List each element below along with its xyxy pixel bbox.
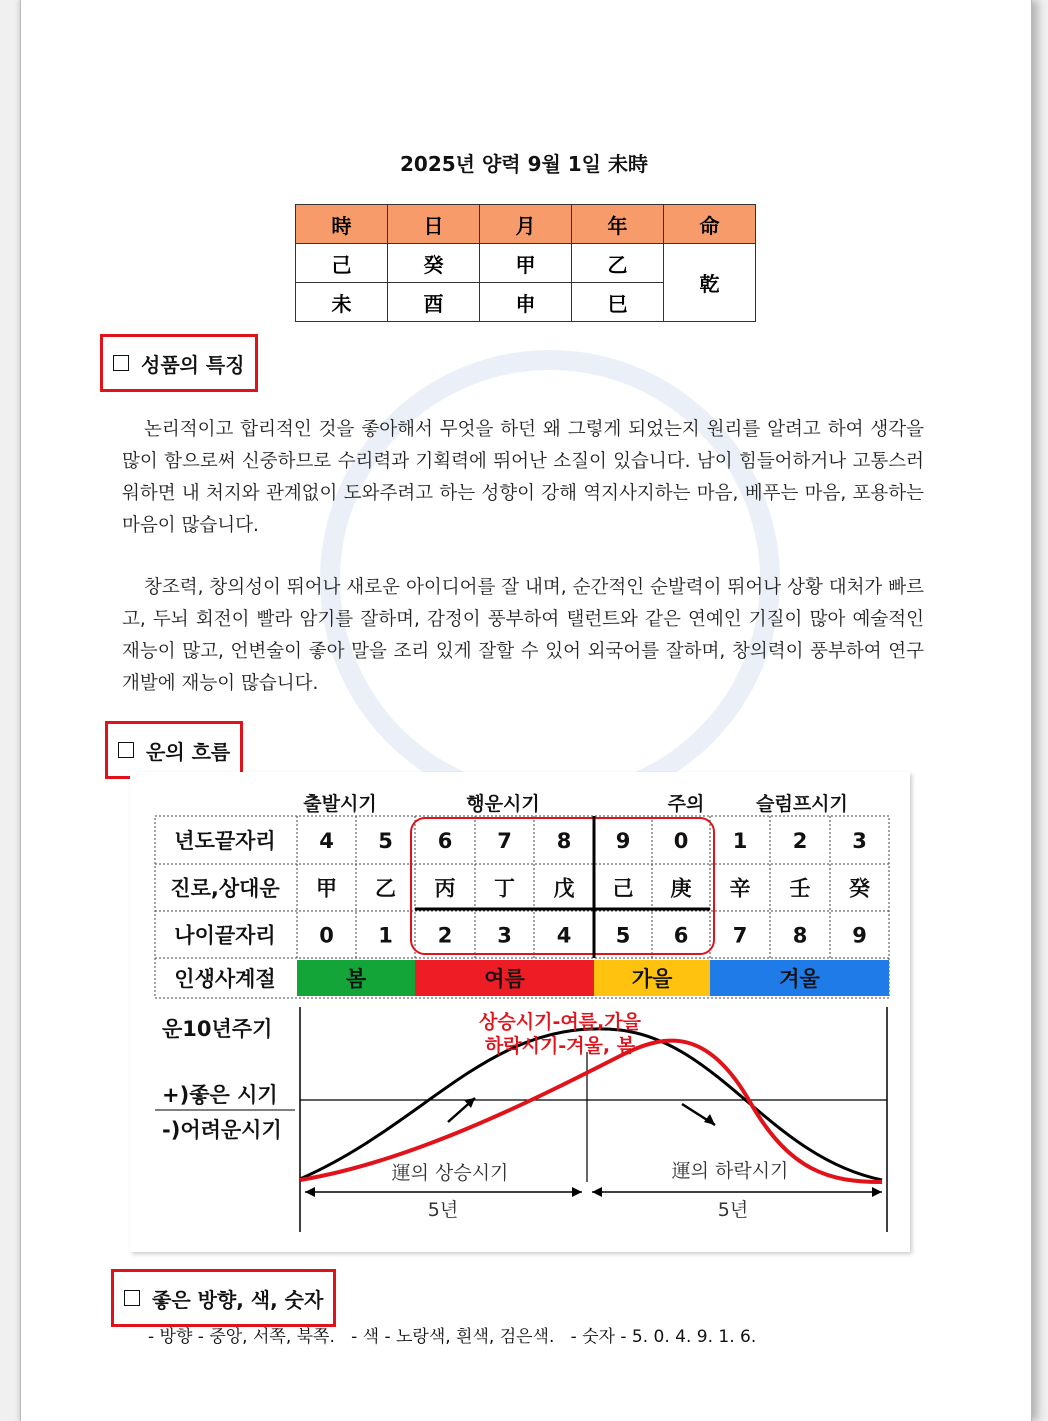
checkbox-square-icon xyxy=(124,1290,140,1306)
section-heading-fortune-flow xyxy=(105,721,243,779)
saju-header-day: 日 xyxy=(388,205,480,244)
cell-value: 6 xyxy=(437,829,453,853)
cell-value: 乙 xyxy=(375,876,396,901)
saju-branch-month: 申 xyxy=(480,283,572,322)
season-label: 겨울 xyxy=(779,967,820,991)
cell-value: 0 xyxy=(319,923,334,948)
cell-value: 6 xyxy=(673,923,689,948)
bad-period-label: -)어려운시기 xyxy=(162,1118,282,1142)
saju-branch-year: 巳 xyxy=(572,283,664,322)
cell-value: 9 xyxy=(615,829,631,853)
saju-branch-day: 酉 xyxy=(388,283,480,322)
span-arrow-head xyxy=(592,1187,602,1197)
cell-value: 戊 xyxy=(553,876,575,901)
cell-value: 7 xyxy=(497,829,512,853)
checkbox-square-icon xyxy=(118,742,134,758)
page-title: 2025년 양력 9월 1일 未時 xyxy=(400,152,648,176)
cell-value: 癸 xyxy=(849,876,870,901)
fortune-curve-red xyxy=(300,1041,882,1182)
span-arrow-head xyxy=(572,1187,582,1197)
period-label: 슬럼프시기 xyxy=(756,793,848,815)
section-heading-personality xyxy=(100,334,258,392)
paragraph: 논리적이고 합리적인 것을 좋아해서 무엇을 하던 왜 그렇게 되었는지 원리를 알려고 하여 생각을 많이 함으로써 신중하므로 수리력과 기획력에 뛰어난 소질이 있습니다. 남이 힘들어하거나 고통스러워하면 내 처지와 관계없이 도와주려고 하는 성향이 강해 역지사지하는 마음, 베푸는 마음, 포용하는 마음이 많습니다. xyxy=(122,419,924,536)
good-period-label: +)좋은 시기 xyxy=(162,1083,278,1107)
cell-value: 9 xyxy=(852,923,867,948)
section-label: 운의 흐름 xyxy=(146,739,231,764)
cell-value: 8 xyxy=(556,829,572,853)
section-label: 성품의 특징 xyxy=(141,352,245,377)
cell-value: 丁 xyxy=(494,876,515,901)
fortune-chart-svg xyxy=(130,772,910,1252)
fall-period-label: 運의 하락시기 xyxy=(671,1160,789,1182)
span-arrow-head xyxy=(305,1187,315,1197)
cell-value: 4 xyxy=(319,829,334,853)
cell-value: 7 xyxy=(732,923,748,948)
cell-value: 3 xyxy=(497,923,512,948)
row-label: 인생사계절 xyxy=(174,967,276,991)
cell-value: 辛 xyxy=(729,876,751,901)
period-label: 출발시기 xyxy=(303,793,377,815)
rise-period-label: 運의 상승시기 xyxy=(391,1162,509,1184)
cell-value: 壬 xyxy=(789,876,811,901)
period-label: 주의 xyxy=(667,793,705,815)
section-heading-lucky xyxy=(111,1269,336,1327)
saju-stem-day: 癸 xyxy=(388,244,480,283)
cell-value: 4 xyxy=(556,923,572,948)
saju-stem-month: 甲 xyxy=(480,244,572,283)
cell-value: 2 xyxy=(437,923,453,948)
cell-value: 0 xyxy=(673,829,689,853)
span-label-right: 5년 xyxy=(717,1199,749,1221)
cell-value: 2 xyxy=(792,829,808,853)
cell-value: 3 xyxy=(852,829,867,853)
saju-stem-year: 乙 xyxy=(572,244,664,283)
period-label: 행운시기 xyxy=(466,793,540,815)
season-label: 가을 xyxy=(631,967,673,991)
note-rise: 상승시기-여름,가을 xyxy=(479,1011,641,1033)
personality-text xyxy=(122,414,924,700)
row-label: 년도끝자리 xyxy=(174,829,276,853)
span-arrow-head xyxy=(872,1187,882,1197)
saju-table xyxy=(295,204,756,322)
section-label: 좋은 방향, 색, 숫자 xyxy=(152,1287,324,1312)
cell-value: 1 xyxy=(378,923,393,948)
saju-header-year: 年 xyxy=(572,205,664,244)
saju-branch-hour: 未 xyxy=(296,283,388,322)
cell-value: 1 xyxy=(732,829,748,853)
paragraph: 창조력, 창의성이 뛰어나 새로운 아이디어를 잘 내며, 순간적인 순발력이 뛰어나 상황 대처가 빠르고, 두뇌 회전이 빨라 암기를 잘하며, 감정이 풍부하여 탤런트와 같은 연예인 기질이 많아 예술적인 재능이 많고, 언변술이 좋아 말을 조리 있게 잘할 수 있어 외국어를 잘하며, 창의력이 풍부하여 연구개발에 재능이 많습니다. xyxy=(122,577,924,694)
note-fall: 하락시기-겨울, 봄 xyxy=(484,1035,636,1057)
cell-value: 丙 xyxy=(434,876,456,901)
span-label-left: 5년 xyxy=(427,1199,459,1221)
season-label: 봄 xyxy=(345,967,367,991)
lucky-info-line: - 방향 - 중앙, 서쪽, 북쪽. - 색 - 노랑색, 흰색, 검은색. - 숫자 - 5. 0. 4. 9. 1. 6. xyxy=(148,1327,757,1347)
row-label: 나이끝자리 xyxy=(174,923,276,948)
cell-value: 8 xyxy=(792,923,808,948)
saju-stem-hour: 己 xyxy=(296,244,388,283)
saju-header-month: 月 xyxy=(480,205,572,244)
cell-value: 己 xyxy=(612,876,634,901)
fortune-chart xyxy=(130,772,910,1252)
cell-value: 庚 xyxy=(670,876,692,901)
saju-header-life: 命 xyxy=(664,205,756,244)
saju-header-hour: 時 xyxy=(296,205,388,244)
saju-gender: 乾 xyxy=(664,244,756,322)
cell-value: 甲 xyxy=(316,876,337,901)
cycle-label: 운10년주기 xyxy=(162,1017,273,1041)
cell-value: 5 xyxy=(615,923,631,948)
season-label: 여름 xyxy=(484,967,525,991)
row-label: 진로,상대운 xyxy=(170,876,280,901)
cell-value: 5 xyxy=(378,829,393,853)
checkbox-square-icon xyxy=(113,355,129,371)
